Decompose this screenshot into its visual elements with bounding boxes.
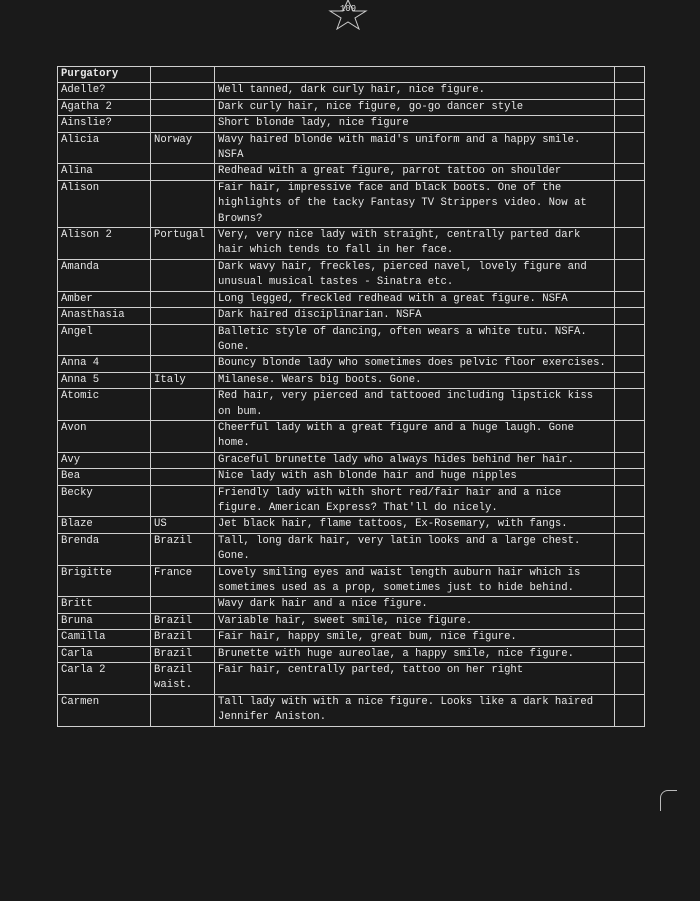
entry-country-cell bbox=[151, 389, 215, 421]
entry-country-cell: Brazil bbox=[151, 533, 215, 565]
header-extra-cell bbox=[615, 67, 645, 83]
entry-description-cell: Red hair, very pierced and tattooed including lipstick kiss on bum. bbox=[215, 389, 615, 421]
entry-extra-cell bbox=[615, 565, 645, 597]
entry-country-cell bbox=[151, 324, 215, 356]
entry-name-cell: Blaze bbox=[58, 517, 151, 533]
entry-country-cell bbox=[151, 452, 215, 468]
entry-extra-cell bbox=[615, 180, 645, 227]
entry-name-cell: Becky bbox=[58, 485, 151, 517]
entry-name-cell: Carla bbox=[58, 646, 151, 662]
entry-extra-cell bbox=[615, 116, 645, 132]
entry-description-cell: Balletic style of dancing, often wears a white tutu. NSFA. Gone. bbox=[215, 324, 615, 356]
entry-name-cell: Alicia bbox=[58, 132, 151, 164]
table-row bbox=[58, 485, 645, 517]
entry-name-cell: Brigitte bbox=[58, 565, 151, 597]
entry-description-cell: Lovely smiling eyes and waist length auburn hair which is sometimes used as a prop, sometimes just to hide behind. bbox=[215, 565, 615, 597]
entry-description-cell: Tall lady with with a nice figure. Looks like a dark haired Jennifer Aniston. bbox=[215, 694, 615, 726]
entry-name-cell: Anna 5 bbox=[58, 372, 151, 388]
table-row bbox=[58, 597, 645, 613]
entry-country-cell bbox=[151, 469, 215, 485]
entry-extra-cell bbox=[615, 452, 645, 468]
entry-name-cell: Brenda bbox=[58, 533, 151, 565]
entry-description-cell: Long legged, freckled redhead with a great figure. NSFA bbox=[215, 291, 615, 307]
page-curl-mark bbox=[660, 790, 677, 811]
table-row bbox=[58, 533, 645, 565]
table-row bbox=[58, 324, 645, 356]
entry-country-cell: Portugal bbox=[151, 228, 215, 260]
table-row bbox=[58, 372, 645, 388]
entry-description-cell: Well tanned, dark curly hair, nice figure. bbox=[215, 83, 615, 99]
entry-name-cell: Anna 4 bbox=[58, 356, 151, 372]
entry-name-cell: Amber bbox=[58, 291, 151, 307]
entry-extra-cell bbox=[615, 83, 645, 99]
entry-extra-cell bbox=[615, 389, 645, 421]
entry-extra-cell bbox=[615, 469, 645, 485]
entry-name-cell: Agatha 2 bbox=[58, 99, 151, 115]
table-row bbox=[58, 517, 645, 533]
entry-country-cell bbox=[151, 356, 215, 372]
entry-country-cell bbox=[151, 485, 215, 517]
entry-extra-cell bbox=[615, 420, 645, 452]
table-row bbox=[58, 565, 645, 597]
table-header-row bbox=[58, 67, 645, 83]
directory-table bbox=[57, 66, 645, 727]
entry-description-cell: Dark wavy hair, freckles, pierced navel, lovely figure and unusual musical tastes - Sinatra etc. bbox=[215, 259, 615, 291]
entry-extra-cell bbox=[615, 259, 645, 291]
entry-country-cell bbox=[151, 99, 215, 115]
entry-country-cell: Brazil bbox=[151, 630, 215, 646]
table-row bbox=[58, 452, 645, 468]
entry-name-cell: Carmen bbox=[58, 694, 151, 726]
entry-description-cell: Nice lady with ash blonde hair and huge nipples bbox=[215, 469, 615, 485]
table-row bbox=[58, 630, 645, 646]
entry-name-cell: Adelle? bbox=[58, 83, 151, 99]
entry-description-cell: Cheerful lady with a great figure and a huge laugh. Gone home. bbox=[215, 420, 615, 452]
table-row bbox=[58, 99, 645, 115]
table-row bbox=[58, 180, 645, 227]
table-row bbox=[58, 613, 645, 629]
entry-name-cell: Ainslie? bbox=[58, 116, 151, 132]
entry-country-cell bbox=[151, 116, 215, 132]
entry-extra-cell bbox=[615, 99, 645, 115]
entry-country-cell bbox=[151, 291, 215, 307]
table-row bbox=[58, 663, 645, 695]
header-country-cell bbox=[151, 67, 215, 83]
entry-name-cell: Carla 2 bbox=[58, 663, 151, 695]
entry-extra-cell bbox=[615, 630, 645, 646]
entry-extra-cell bbox=[615, 517, 645, 533]
entry-extra-cell bbox=[615, 372, 645, 388]
header-description-cell bbox=[215, 67, 615, 83]
entry-description-cell: Bouncy blonde lady who sometimes does pelvic floor exercises. bbox=[215, 356, 615, 372]
table-row bbox=[58, 164, 645, 180]
table-row bbox=[58, 291, 645, 307]
entry-country-cell: France bbox=[151, 565, 215, 597]
page-number-text: 109 bbox=[339, 4, 357, 14]
entry-name-cell: Alina bbox=[58, 164, 151, 180]
entry-extra-cell bbox=[615, 308, 645, 324]
table-row bbox=[58, 356, 645, 372]
entry-country-cell bbox=[151, 308, 215, 324]
entry-description-cell: Tall, long dark hair, very latin looks and a large chest. Gone. bbox=[215, 533, 615, 565]
entry-extra-cell bbox=[615, 324, 645, 356]
entry-extra-cell bbox=[615, 485, 645, 517]
table-row bbox=[58, 308, 645, 324]
entry-country-cell bbox=[151, 83, 215, 99]
entry-name-cell: Bruna bbox=[58, 613, 151, 629]
entry-extra-cell bbox=[615, 228, 645, 260]
entry-extra-cell bbox=[615, 597, 645, 613]
table-row bbox=[58, 420, 645, 452]
entry-description-cell: Fair hair, impressive face and black boots. One of the highlights of the tacky Fantasy TV Strippers video. Now at Browns? bbox=[215, 180, 615, 227]
entry-extra-cell bbox=[615, 164, 645, 180]
table-row bbox=[58, 132, 645, 164]
entry-description-cell: Redhead with a great figure, parrot tattoo on shoulder bbox=[215, 164, 615, 180]
entry-name-cell: Avon bbox=[58, 420, 151, 452]
entry-country-cell bbox=[151, 259, 215, 291]
entry-name-cell: Bea bbox=[58, 469, 151, 485]
entry-country-cell: Norway bbox=[151, 132, 215, 164]
table-row bbox=[58, 389, 645, 421]
entry-country-cell bbox=[151, 694, 215, 726]
entry-country-cell: US bbox=[151, 517, 215, 533]
entry-extra-cell bbox=[615, 613, 645, 629]
entry-description-cell: Graceful brunette lady who always hides behind her hair. bbox=[215, 452, 615, 468]
entry-name-cell: Atomic bbox=[58, 389, 151, 421]
table-row bbox=[58, 694, 645, 726]
entry-country-cell bbox=[151, 597, 215, 613]
entry-country-cell bbox=[151, 180, 215, 227]
entry-country-cell: Italy bbox=[151, 372, 215, 388]
entry-description-cell: Fair hair, happy smile, great bum, nice figure. bbox=[215, 630, 615, 646]
entry-country-cell bbox=[151, 420, 215, 452]
entry-name-cell: Alison bbox=[58, 180, 151, 227]
entry-description-cell: Fair hair, centrally parted, tattoo on her right bbox=[215, 663, 615, 695]
entry-extra-cell bbox=[615, 291, 645, 307]
entry-extra-cell bbox=[615, 132, 645, 164]
entry-name-cell: Avy bbox=[58, 452, 151, 468]
entry-description-cell: Dark curly hair, nice figure, go-go dancer style bbox=[215, 99, 615, 115]
entry-description-cell: Wavy dark hair and a nice figure. bbox=[215, 597, 615, 613]
entry-extra-cell bbox=[615, 663, 645, 695]
table-row bbox=[58, 228, 645, 260]
entry-extra-cell bbox=[615, 533, 645, 565]
entry-extra-cell bbox=[615, 646, 645, 662]
entry-description-cell: Friendly lady with with short red/fair hair and a nice figure. American Express? That'll do nicely. bbox=[215, 485, 615, 517]
entry-description-cell: Dark haired disciplinarian. NSFA bbox=[215, 308, 615, 324]
section-title: Purgatory bbox=[58, 67, 151, 83]
entry-country-cell: Brazil bbox=[151, 613, 215, 629]
entry-description-cell: Milanese. Wears big boots. Gone. bbox=[215, 372, 615, 388]
table-row bbox=[58, 259, 645, 291]
entry-extra-cell bbox=[615, 356, 645, 372]
entry-country-cell bbox=[151, 164, 215, 180]
table-row bbox=[58, 469, 645, 485]
entry-description-cell: Brunette with huge aureolae, a happy smile, nice figure. bbox=[215, 646, 615, 662]
table-row bbox=[58, 646, 645, 662]
entry-name-cell: Britt bbox=[58, 597, 151, 613]
entry-country-cell: Brazil bbox=[151, 646, 215, 662]
entry-extra-cell bbox=[615, 694, 645, 726]
entry-description-cell: Wavy haired blonde with maid's uniform and a happy smile. NSFA bbox=[215, 132, 615, 164]
entry-country-cell: Brazil waist. bbox=[151, 663, 215, 695]
entry-description-cell: Jet black hair, flame tattoos, Ex-Rosemary, with fangs. bbox=[215, 517, 615, 533]
entry-description-cell: Short blonde lady, nice figure bbox=[215, 116, 615, 132]
entry-name-cell: Angel bbox=[58, 324, 151, 356]
table-row bbox=[58, 83, 645, 99]
entry-name-cell: Anasthasia bbox=[58, 308, 151, 324]
entry-name-cell: Camilla bbox=[58, 630, 151, 646]
table-row bbox=[58, 116, 645, 132]
entry-description-cell: Variable hair, sweet smile, nice figure. bbox=[215, 613, 615, 629]
entry-name-cell: Alison 2 bbox=[58, 228, 151, 260]
entry-description-cell: Very, very nice lady with straight, centrally parted dark hair which tends to fall in her face. bbox=[215, 228, 615, 260]
page-number bbox=[328, 0, 368, 30]
entry-name-cell: Amanda bbox=[58, 259, 151, 291]
